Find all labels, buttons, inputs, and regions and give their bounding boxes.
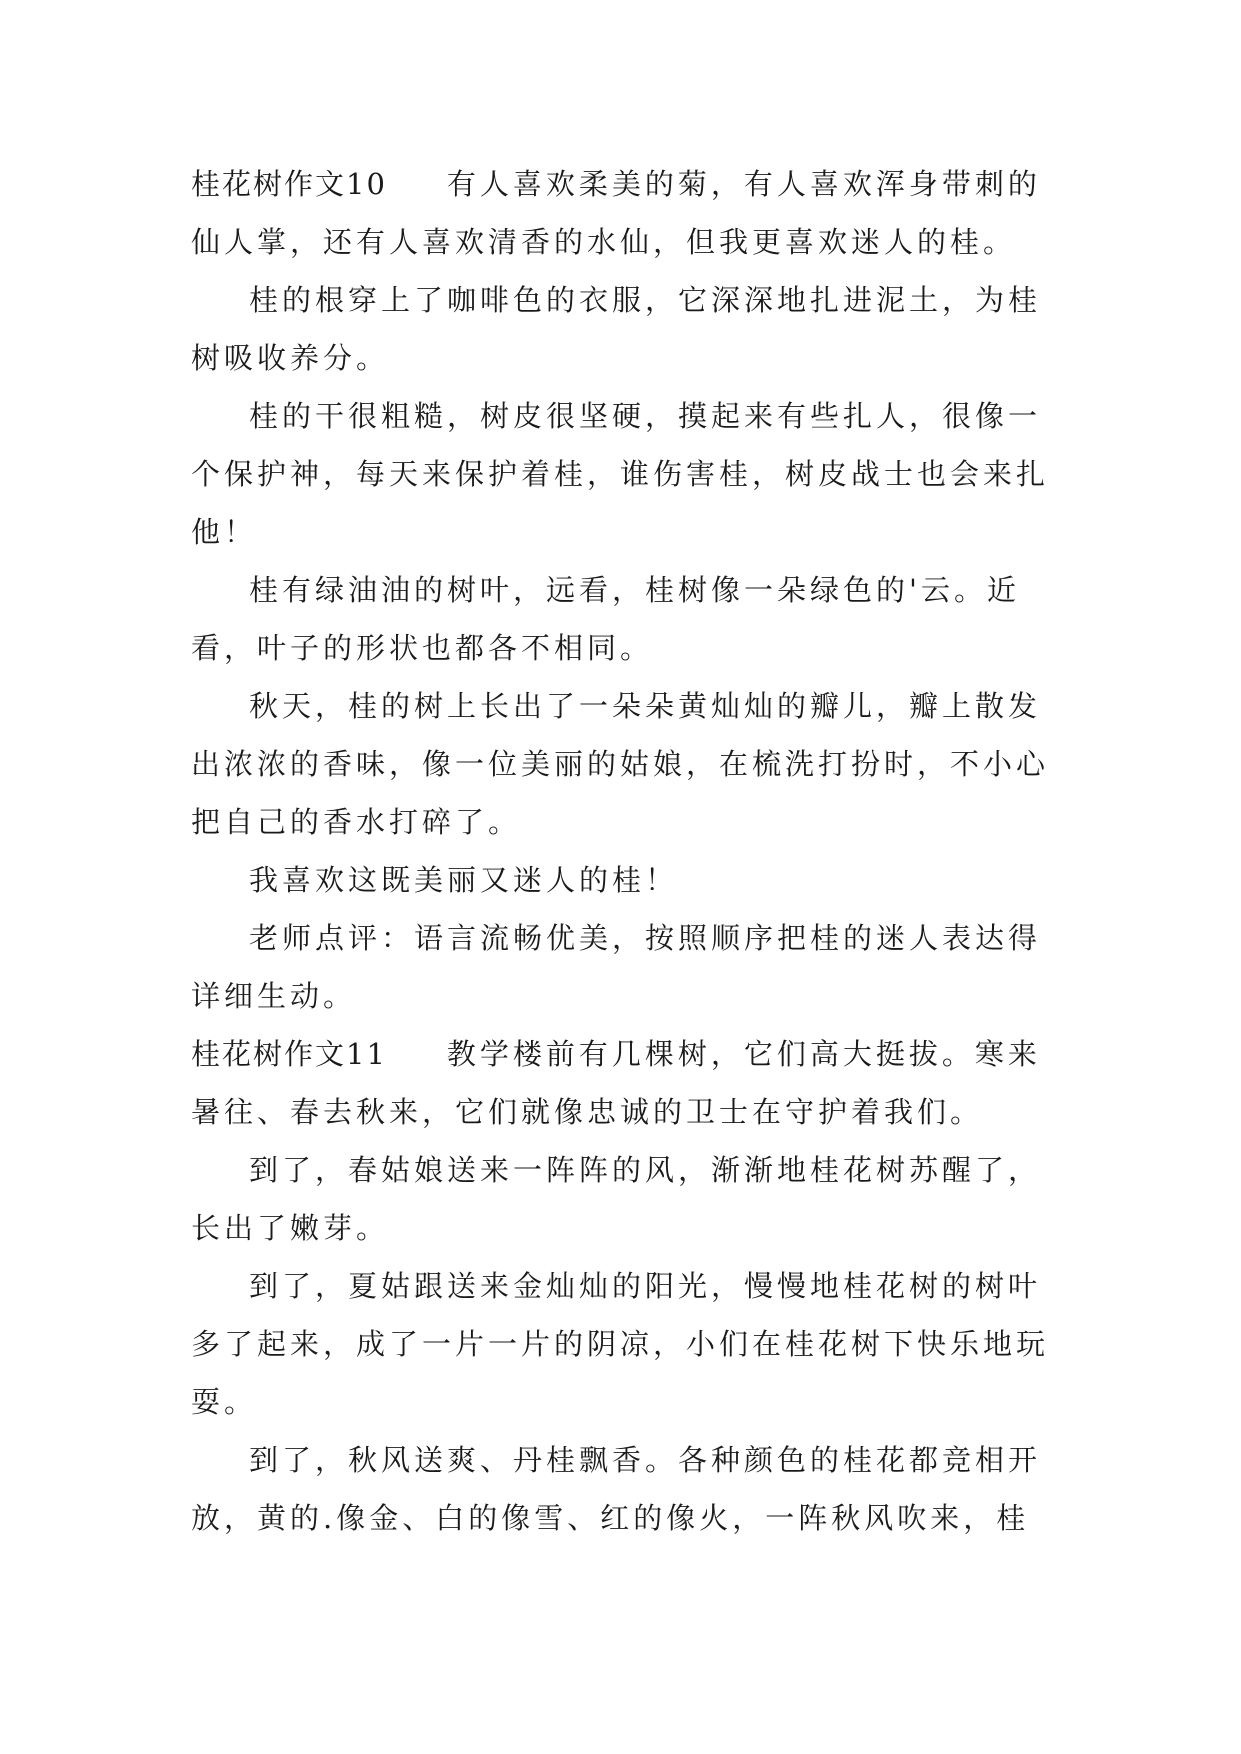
paragraph-text: 教学楼前有几棵树，它们高大挺拔。寒来暑往、春去秋来，它们就像忠诚的卫士在守护着我们。 — [191, 1037, 1041, 1129]
essay-11-first-paragraph — [191, 1025, 1051, 1141]
paragraph: 桂有绿油油的树叶，远看，桂树像一朵绿色的'云。近看，叶子的形状也都各不相同。 — [191, 573, 1020, 665]
essay-10-first-paragraph — [191, 155, 1051, 271]
paragraph: 桂的根穿上了咖啡色的衣服，它深深地扎进泥土，为桂树吸收养分。 — [191, 283, 1042, 375]
paragraph: 我喜欢这既美丽又迷人的桂！ — [249, 863, 679, 897]
essay-10-heading: 桂花树作文10 — [191, 167, 387, 201]
paragraph: 桂的干很粗糙，树皮很坚硬，摸起来有些扎人，很像一个保护神，每天来保护着桂，谁伤害桂，树皮战士也会来扎他！ — [191, 399, 1050, 549]
teacher-comment: 老师点评：语言流畅优美，按照顺序把桂的迷人表达得详细生动。 — [191, 921, 1042, 1013]
paragraph-text: 有人喜欢柔美的菊，有人喜欢浑身带刺的仙人掌，还有人喜欢清香的水仙，但我更喜欢迷人的桂。 — [191, 167, 1041, 259]
essay-text — [191, 155, 1051, 1547]
essay-11-heading: 桂花树作文11 — [191, 1037, 387, 1071]
paragraph: 到了，秋风送爽、丹桂飘香。各种颜色的桂花都竞相开放，黄的.像金、白的像雪、红的像火，一阵秋风吹来，桂 — [191, 1443, 1042, 1535]
paragraph: 到了，夏姑跟送来金灿灿的阳光，慢慢地桂花树的树叶多了起来，成了一片一片的阴凉，小们在桂花树下快乐地玩耍。 — [191, 1269, 1050, 1419]
paragraph: 秋天，桂的树上长出了一朵朵黄灿灿的瓣儿，瓣上散发出浓浓的香味，像一位美丽的姑娘，在梳洗打扮时，不小心把自己的香水打碎了。 — [191, 689, 1050, 839]
paragraph: 到了，春姑娘送来一阵阵的风，渐渐地桂花树苏醒了，长出了嫩芽。 — [191, 1153, 1042, 1245]
